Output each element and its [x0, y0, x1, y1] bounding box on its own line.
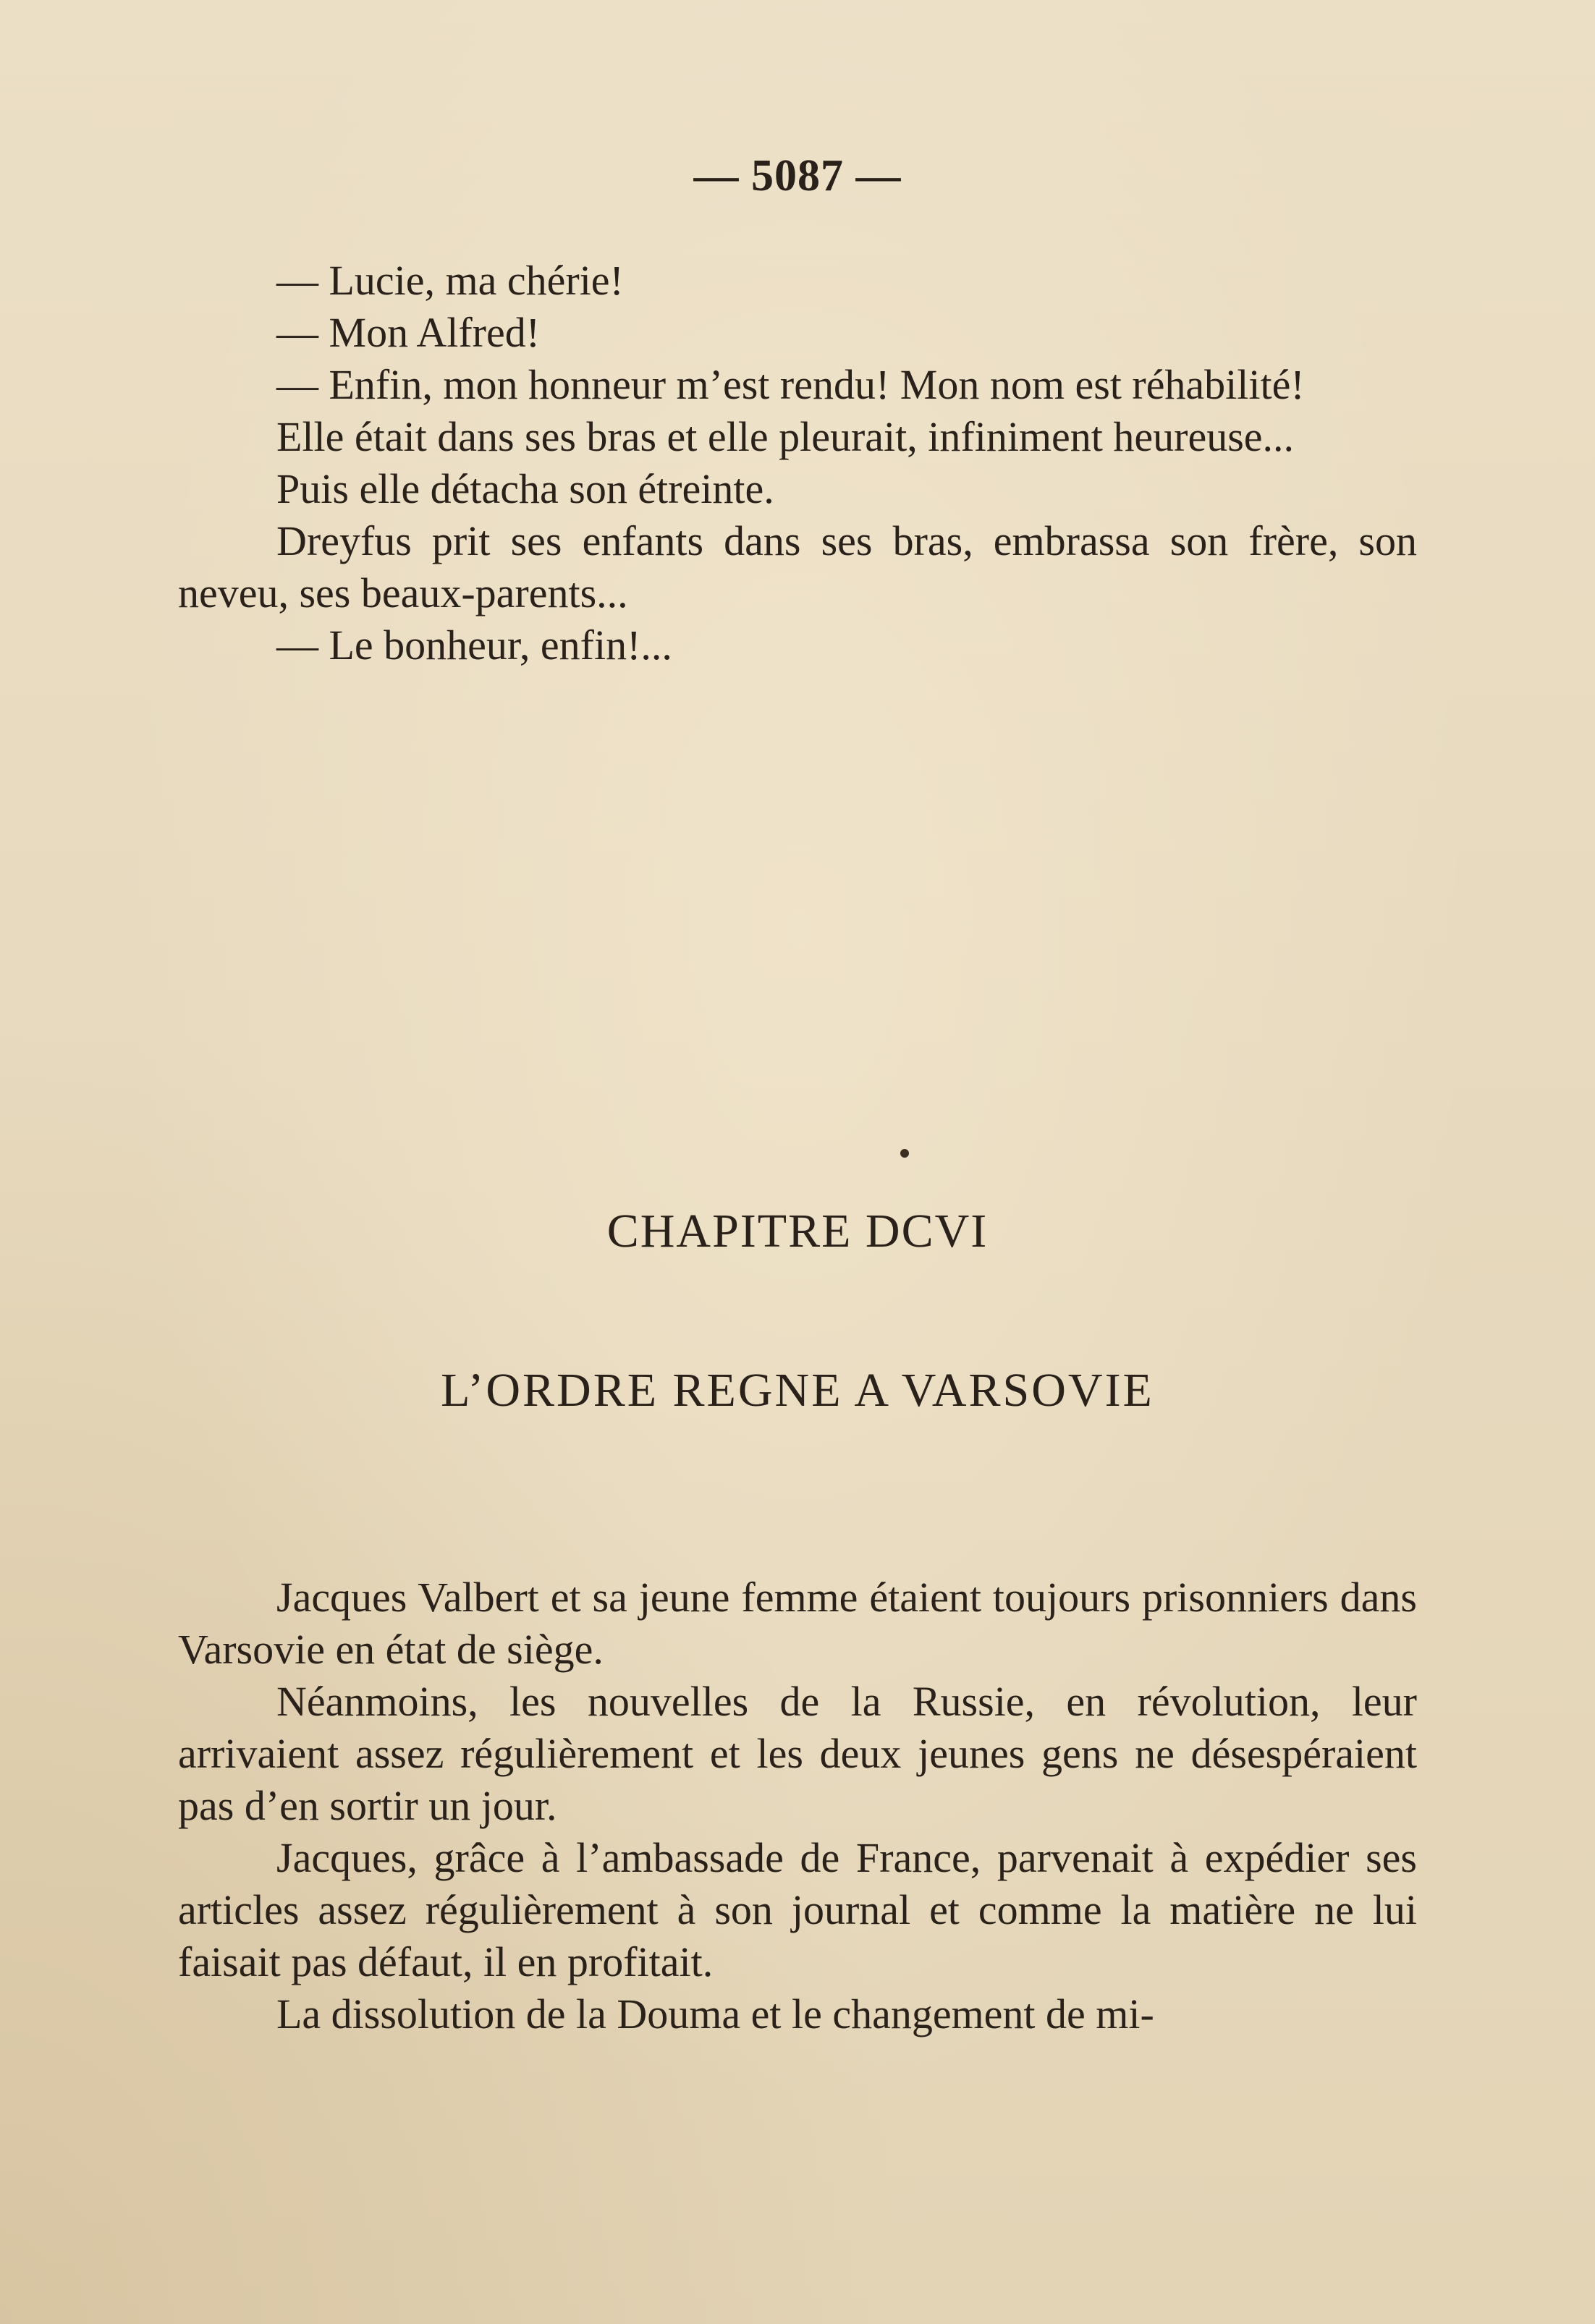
- paragraph: Elle était dans ses bras et elle pleurait, infiniment heureuse...: [276, 413, 1295, 460]
- text-block-top: [178, 255, 1417, 671]
- paragraph: Dreyfus prit ses enfants dans ses bras, embrassa son frère, son neveu, ses beaux-parents...: [178, 517, 1417, 616]
- text-block-bottom: [178, 1572, 1417, 2040]
- paragraph: — Lucie, ma chérie!: [276, 257, 624, 304]
- chapter-number: CHAPITRE DCVI: [606, 1205, 989, 1258]
- paragraph: La dissolution de la Douma et le changement de mi-: [276, 1990, 1154, 2037]
- paragraph: Jacques Valbert et sa jeune femme étaient toujours prisonniers dans Varsovie en état de siège.: [178, 1574, 1417, 1673]
- paragraph: Jacques, grâce à l’ambassade de France, parvenait à expédier ses articles assez régulièrement à son journal et comme la matière ne lui faisait pas défaut, il en profitait.: [178, 1834, 1417, 1985]
- paragraph: — Enfin, mon honneur m’est rendu! Mon nom est réhabilité!: [276, 361, 1305, 408]
- ink-speck: [900, 1149, 909, 1158]
- paragraph: Néanmoins, les nouvelles de la Russie, en révolution, leur arrivaient assez régulièrement et les deux jeunes gens ne désespéraient pas d’en sortir un jour.: [178, 1678, 1417, 1829]
- paragraph: — Mon Alfred!: [276, 309, 541, 356]
- paragraph: Puis elle détacha son étreinte.: [276, 465, 774, 512]
- chapter-title: L’ORDRE REGNE A VARSOVIE: [441, 1364, 1154, 1417]
- page-number: — 5087 —: [693, 151, 902, 200]
- paragraph: — Le bonheur, enfin!...: [276, 622, 672, 669]
